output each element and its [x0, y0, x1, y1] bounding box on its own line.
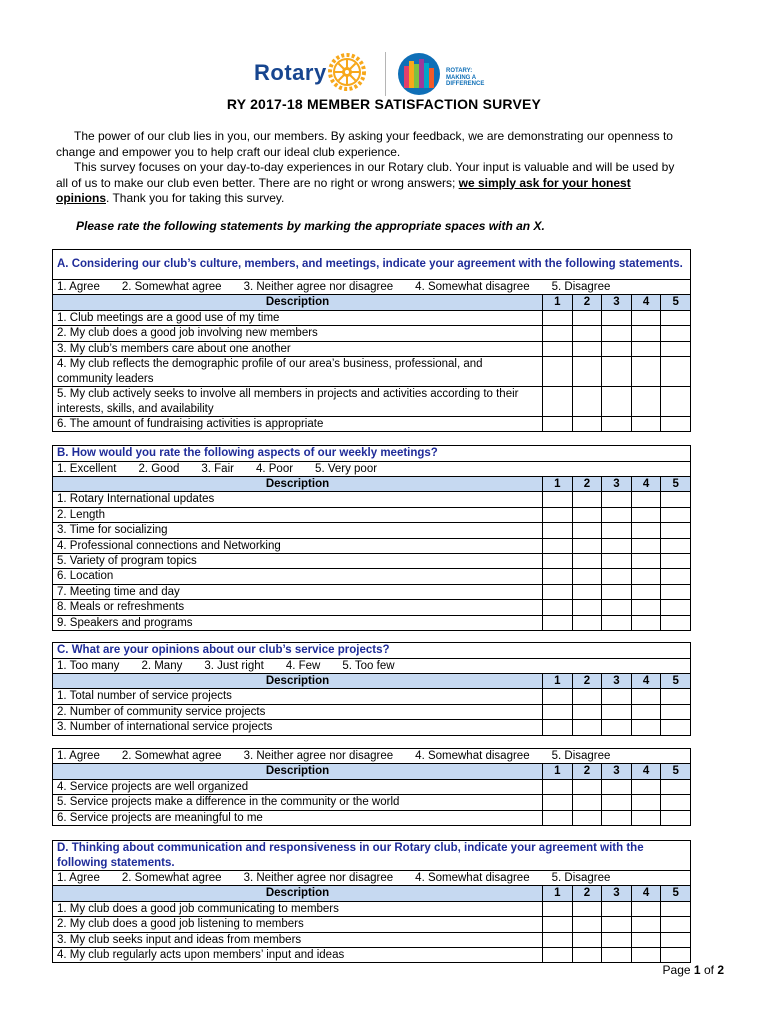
- col-rating-header: 2: [572, 295, 602, 310]
- survey-section-4: [52, 748, 691, 826]
- rating-cell[interactable]: [602, 779, 632, 794]
- rating-cell[interactable]: [572, 795, 602, 810]
- statement-text: 1. Rotary International updates: [53, 492, 543, 507]
- making-a-difference-text: ROTARY: MAKING A DIFFERENCE: [446, 68, 485, 87]
- rating-cell[interactable]: [543, 600, 573, 615]
- rating-cell[interactable]: [572, 720, 602, 735]
- statement-text: 1. Club meetings are a good use of my time: [53, 310, 543, 325]
- intro-paragraph-1: The power of our club lies in you, our members. By asking your feedback, we are demonstrating our openness to change and empower you to help craft our ideal club experience.: [56, 129, 673, 159]
- rating-cell[interactable]: [661, 357, 691, 387]
- col-rating-header: 2: [572, 764, 602, 779]
- scale-option: 2. Somewhat agree: [121, 872, 222, 884]
- rating-cell[interactable]: [661, 704, 691, 719]
- rating-cell[interactable]: [572, 310, 602, 325]
- section-question: A. Considering our club’s culture, members, and meetings, indicate your agreement with the following statements.: [53, 250, 691, 280]
- col-rating-header: 5: [661, 764, 691, 779]
- rating-cell[interactable]: [572, 615, 602, 630]
- rating-cell[interactable]: [572, 932, 602, 947]
- col-rating-header: 4: [631, 673, 661, 688]
- rating-cell[interactable]: [543, 689, 573, 704]
- rating-cell[interactable]: [602, 917, 632, 932]
- statement-text: 3. My club’s members care about one another: [53, 341, 543, 356]
- rating-cell[interactable]: [602, 600, 632, 615]
- rating-cell[interactable]: [631, 569, 661, 584]
- scale-option: 5. Disagree: [551, 872, 611, 884]
- col-rating-header: 5: [661, 886, 691, 901]
- rating-cell[interactable]: [661, 507, 691, 522]
- scale-option: 4. Few: [285, 659, 321, 672]
- table-row: [53, 917, 691, 932]
- rating-cell[interactable]: [572, 417, 602, 432]
- rating-cell[interactable]: [543, 523, 573, 538]
- rating-cell[interactable]: [631, 310, 661, 325]
- rating-cell[interactable]: [602, 357, 632, 387]
- col-rating-header: 5: [661, 476, 691, 491]
- making-a-difference-mark-icon: [397, 52, 441, 96]
- statement-text: 6. The amount of fundraising activities is appropriate: [53, 417, 543, 432]
- scale-option: 3. Neither agree nor disagree: [243, 281, 394, 293]
- rating-cell[interactable]: [631, 901, 661, 916]
- rating-cell[interactable]: [602, 720, 632, 735]
- rating-cell[interactable]: [631, 704, 661, 719]
- rating-cell[interactable]: [661, 417, 691, 432]
- statement-text: 1. Total number of service projects: [53, 689, 543, 704]
- section-question: D. Thinking about communication and responsiveness in our Rotary club, indicate your agreement with the following statements.: [53, 841, 691, 871]
- rating-cell[interactable]: [543, 326, 573, 341]
- scale-option: 1. Excellent: [57, 462, 117, 475]
- rating-cell[interactable]: [631, 720, 661, 735]
- rating-cell[interactable]: [631, 932, 661, 947]
- rating-cell[interactable]: [572, 779, 602, 794]
- rating-cell[interactable]: [543, 948, 573, 963]
- rating-cell[interactable]: [572, 507, 602, 522]
- statement-text: 3. Time for socializing: [53, 523, 543, 538]
- rating-cell[interactable]: [661, 387, 691, 417]
- rating-scale: [53, 658, 691, 673]
- intro-emphasis: we simply ask for your honest opinions: [56, 175, 631, 205]
- rating-cell[interactable]: [543, 795, 573, 810]
- rating-cell[interactable]: [543, 492, 573, 507]
- scale-option: 3. Neither agree nor disagree: [243, 872, 394, 884]
- rating-cell[interactable]: [602, 810, 632, 825]
- page-number: Page 1 of 2: [662, 963, 724, 977]
- rating-cell[interactable]: [631, 779, 661, 794]
- rating-cell[interactable]: [661, 689, 691, 704]
- rating-cell[interactable]: [543, 569, 573, 584]
- rating-cell[interactable]: [543, 357, 573, 387]
- col-description-header: Description: [53, 764, 543, 779]
- col-rating-header: 1: [543, 476, 573, 491]
- rotary-wordmark: Rotary: [254, 60, 327, 85]
- rating-cell[interactable]: [631, 615, 661, 630]
- scale-option: 1. Agree: [57, 281, 100, 293]
- col-rating-header: 3: [602, 886, 632, 901]
- rating-scale: [53, 871, 691, 886]
- rating-cell[interactable]: [631, 553, 661, 568]
- rating-cell[interactable]: [602, 569, 632, 584]
- col-rating-header: 3: [602, 295, 632, 310]
- rating-cell[interactable]: [543, 507, 573, 522]
- scale-option: 2. Somewhat agree: [121, 750, 222, 762]
- rating-cell[interactable]: [602, 615, 632, 630]
- rating-cell[interactable]: [631, 538, 661, 553]
- table-row: [53, 387, 691, 417]
- col-rating-header: 1: [543, 764, 573, 779]
- rating-cell[interactable]: [631, 584, 661, 599]
- intro-paragraph-2: This survey focuses on your day-to-day experiences in our Rotary club. Your input is valuable and will be used by all of us to make our club even better. There are no right or wrong answers; we simply ask for your honest opinions. Thank you for taking this survey.: [56, 160, 675, 205]
- col-rating-header: 5: [661, 673, 691, 688]
- statement-text: 3. My club seeks input and ideas from members: [53, 932, 543, 947]
- rating-cell[interactable]: [543, 553, 573, 568]
- scale-option: 4. Somewhat disagree: [415, 750, 530, 762]
- rating-cell[interactable]: [602, 387, 632, 417]
- rating-cell[interactable]: [602, 901, 632, 916]
- rating-cell[interactable]: [661, 584, 691, 599]
- col-rating-header: 1: [543, 673, 573, 688]
- survey-title: RY 2017-18 MEMBER SATISFACTION SURVEY: [226, 96, 542, 112]
- rating-cell[interactable]: [602, 704, 632, 719]
- rating-cell[interactable]: [661, 932, 691, 947]
- statement-text: 8. Meals or refreshments: [53, 600, 543, 615]
- scale-option: 4. Poor: [255, 462, 294, 475]
- rating-cell[interactable]: [661, 948, 691, 963]
- rating-cell[interactable]: [602, 417, 632, 432]
- statement-text: 6. Service projects are meaningful to me: [53, 810, 543, 825]
- rating-cell[interactable]: [631, 492, 661, 507]
- scale-option: 5. Disagree: [551, 281, 611, 293]
- rating-scale: [53, 280, 691, 295]
- table-row: [53, 417, 691, 432]
- table-row: [53, 932, 691, 947]
- rating-cell[interactable]: [602, 538, 632, 553]
- rating-cell[interactable]: [631, 917, 661, 932]
- col-description-header: Description: [53, 886, 543, 901]
- rating-cell[interactable]: [631, 357, 661, 387]
- rating-cell[interactable]: [661, 615, 691, 630]
- col-rating-header: 4: [631, 295, 661, 310]
- rating-cell[interactable]: [572, 901, 602, 916]
- section-question: C. What are your opinions about our club’s service projects?: [53, 643, 691, 659]
- rating-cell[interactable]: [631, 810, 661, 825]
- rating-cell[interactable]: [572, 538, 602, 553]
- rating-cell[interactable]: [631, 795, 661, 810]
- col-rating-header: 4: [631, 764, 661, 779]
- rating-cell[interactable]: [572, 492, 602, 507]
- rating-cell[interactable]: [543, 341, 573, 356]
- rating-cell[interactable]: [572, 326, 602, 341]
- rating-scale: [53, 749, 691, 764]
- table-row: [53, 507, 691, 522]
- col-description-header: Description: [53, 476, 543, 491]
- rating-cell[interactable]: [661, 720, 691, 735]
- col-rating-header: 1: [543, 886, 573, 901]
- rating-cell[interactable]: [631, 689, 661, 704]
- rating-cell[interactable]: [543, 310, 573, 325]
- rating-cell[interactable]: [661, 523, 691, 538]
- scale-option: 2. Many: [141, 659, 183, 672]
- scale-option: 4. Somewhat disagree: [415, 872, 530, 884]
- scale-option: 1. Too many: [57, 659, 120, 672]
- statement-text: 4. My club reflects the demographic profile of our area’s business, professional, and community leaders: [53, 357, 543, 387]
- statement-text: 2. Number of community service projects: [53, 704, 543, 719]
- table-row: [53, 553, 691, 568]
- table-row: [53, 689, 691, 704]
- table-row: [53, 615, 691, 630]
- rating-cell[interactable]: [572, 569, 602, 584]
- rating-cell[interactable]: [572, 357, 602, 387]
- rating-cell[interactable]: [602, 523, 632, 538]
- scale-option: 5. Very poor: [315, 462, 378, 475]
- rating-cell[interactable]: [661, 600, 691, 615]
- rating-cell[interactable]: [572, 523, 602, 538]
- table-row: [53, 779, 691, 794]
- rating-cell[interactable]: [543, 538, 573, 553]
- rating-cell[interactable]: [543, 584, 573, 599]
- col-rating-header: 2: [572, 886, 602, 901]
- rating-cell[interactable]: [661, 326, 691, 341]
- survey-section-1: [52, 249, 691, 432]
- rating-cell[interactable]: [572, 584, 602, 599]
- rating-cell[interactable]: [543, 704, 573, 719]
- rating-cell[interactable]: [602, 492, 632, 507]
- statement-text: 7. Meeting time and day: [53, 584, 543, 599]
- rating-cell[interactable]: [543, 387, 573, 417]
- table-row: [53, 948, 691, 963]
- table-row: [53, 810, 691, 825]
- col-rating-header: 2: [572, 476, 602, 491]
- scale-option: 4. Somewhat disagree: [415, 281, 530, 293]
- statement-text: 6. Location: [53, 569, 543, 584]
- rating-scale: [53, 461, 691, 476]
- survey-section-5: [52, 840, 691, 963]
- table-row: [53, 569, 691, 584]
- col-rating-header: 4: [631, 476, 661, 491]
- table-row: [53, 523, 691, 538]
- survey-section-3: [52, 642, 691, 736]
- statement-text: 3. Number of international service projects: [53, 720, 543, 735]
- rating-cell[interactable]: [631, 387, 661, 417]
- rating-cell[interactable]: [661, 779, 691, 794]
- table-row: [53, 357, 691, 387]
- scale-option: 2. Somewhat agree: [121, 281, 222, 293]
- table-row: [53, 492, 691, 507]
- rating-cell[interactable]: [661, 341, 691, 356]
- statement-text: 4. Professional connections and Networking: [53, 538, 543, 553]
- table-row: [53, 310, 691, 325]
- statement-text: 2. Length: [53, 507, 543, 522]
- table-row: [53, 600, 691, 615]
- rating-cell[interactable]: [602, 326, 632, 341]
- scale-option: 5. Too few: [342, 659, 395, 672]
- intro-text: [56, 129, 676, 207]
- logo-divider: [385, 52, 386, 96]
- survey-section-2: [52, 445, 691, 631]
- col-rating-header: 5: [661, 295, 691, 310]
- rating-cell[interactable]: [661, 538, 691, 553]
- rating-cell[interactable]: [543, 810, 573, 825]
- rating-cell[interactable]: [661, 795, 691, 810]
- rating-cell[interactable]: [543, 779, 573, 794]
- rating-cell[interactable]: [631, 417, 661, 432]
- rating-cell[interactable]: [572, 341, 602, 356]
- table-row: [53, 538, 691, 553]
- rating-cell[interactable]: [572, 917, 602, 932]
- statement-text: 9. Speakers and programs: [53, 615, 543, 630]
- scale-option: 2. Good: [138, 462, 180, 475]
- statement-text: 5. Service projects make a difference in the community or the world: [53, 795, 543, 810]
- table-row: [53, 901, 691, 916]
- statement-text: 2. My club does a good job involving new members: [53, 326, 543, 341]
- rating-cell[interactable]: [572, 704, 602, 719]
- rating-cell[interactable]: [602, 507, 632, 522]
- rating-cell[interactable]: [661, 917, 691, 932]
- rating-cell[interactable]: [572, 387, 602, 417]
- statement-text: 5. Variety of program topics: [53, 553, 543, 568]
- rating-cell[interactable]: [631, 948, 661, 963]
- table-row: [53, 704, 691, 719]
- statement-text: 1. My club does a good job communicating to members: [53, 901, 543, 916]
- rating-cell[interactable]: [631, 523, 661, 538]
- scale-option: 3. Just right: [204, 659, 264, 672]
- rating-cell[interactable]: [661, 901, 691, 916]
- col-rating-header: 4: [631, 886, 661, 901]
- instruction-text: Please rate the following statements by marking the appropriate spaces with an X.: [76, 219, 545, 233]
- scale-option: 1. Agree: [57, 872, 100, 884]
- rating-cell[interactable]: [572, 948, 602, 963]
- rating-cell[interactable]: [602, 584, 632, 599]
- table-row: [53, 341, 691, 356]
- rating-cell[interactable]: [602, 341, 632, 356]
- rating-cell[interactable]: [661, 553, 691, 568]
- statement-text: 4. Service projects are well organized: [53, 779, 543, 794]
- rotary-wheel-icon: [327, 52, 367, 92]
- rating-cell[interactable]: [543, 932, 573, 947]
- col-description-header: Description: [53, 673, 543, 688]
- table-row: [53, 326, 691, 341]
- rating-cell[interactable]: [572, 600, 602, 615]
- rating-cell[interactable]: [543, 917, 573, 932]
- scale-option: 5. Disagree: [551, 750, 611, 762]
- rating-cell[interactable]: [631, 326, 661, 341]
- col-description-header: Description: [53, 295, 543, 310]
- table-row: [53, 720, 691, 735]
- rating-cell[interactable]: [602, 553, 632, 568]
- section-question: B. How would you rate the following aspects of our weekly meetings?: [53, 446, 691, 462]
- col-rating-header: 3: [602, 476, 632, 491]
- col-rating-header: 2: [572, 673, 602, 688]
- table-row: [53, 584, 691, 599]
- table-row: [53, 795, 691, 810]
- rating-cell[interactable]: [543, 615, 573, 630]
- rating-cell[interactable]: [602, 689, 632, 704]
- rating-cell[interactable]: [572, 689, 602, 704]
- rating-cell[interactable]: [631, 600, 661, 615]
- rating-cell[interactable]: [602, 310, 632, 325]
- rating-cell[interactable]: [572, 553, 602, 568]
- rating-cell[interactable]: [543, 901, 573, 916]
- col-rating-header: 1: [543, 295, 573, 310]
- rating-cell[interactable]: [602, 795, 632, 810]
- col-rating-header: 3: [602, 673, 632, 688]
- rating-cell[interactable]: [661, 569, 691, 584]
- scale-option: 3. Neither agree nor disagree: [243, 750, 394, 762]
- rating-cell[interactable]: [661, 310, 691, 325]
- rating-cell[interactable]: [572, 810, 602, 825]
- rating-cell[interactable]: [543, 417, 573, 432]
- scale-option: 1. Agree: [57, 750, 100, 762]
- rating-cell[interactable]: [631, 341, 661, 356]
- rating-cell[interactable]: [661, 810, 691, 825]
- rating-cell[interactable]: [602, 932, 632, 947]
- statement-text: 4. My club regularly acts upon members’ input and ideas: [53, 948, 543, 963]
- statement-text: 5. My club actively seeks to involve all members in projects and activities according to their interests, skills, and availability: [53, 387, 543, 417]
- statement-text: 2. My club does a good job listening to members: [53, 917, 543, 932]
- rating-cell[interactable]: [602, 948, 632, 963]
- col-rating-header: 3: [602, 764, 632, 779]
- rating-cell[interactable]: [543, 720, 573, 735]
- scale-option: 3. Fair: [201, 462, 234, 475]
- rating-cell[interactable]: [631, 507, 661, 522]
- rating-cell[interactable]: [661, 492, 691, 507]
